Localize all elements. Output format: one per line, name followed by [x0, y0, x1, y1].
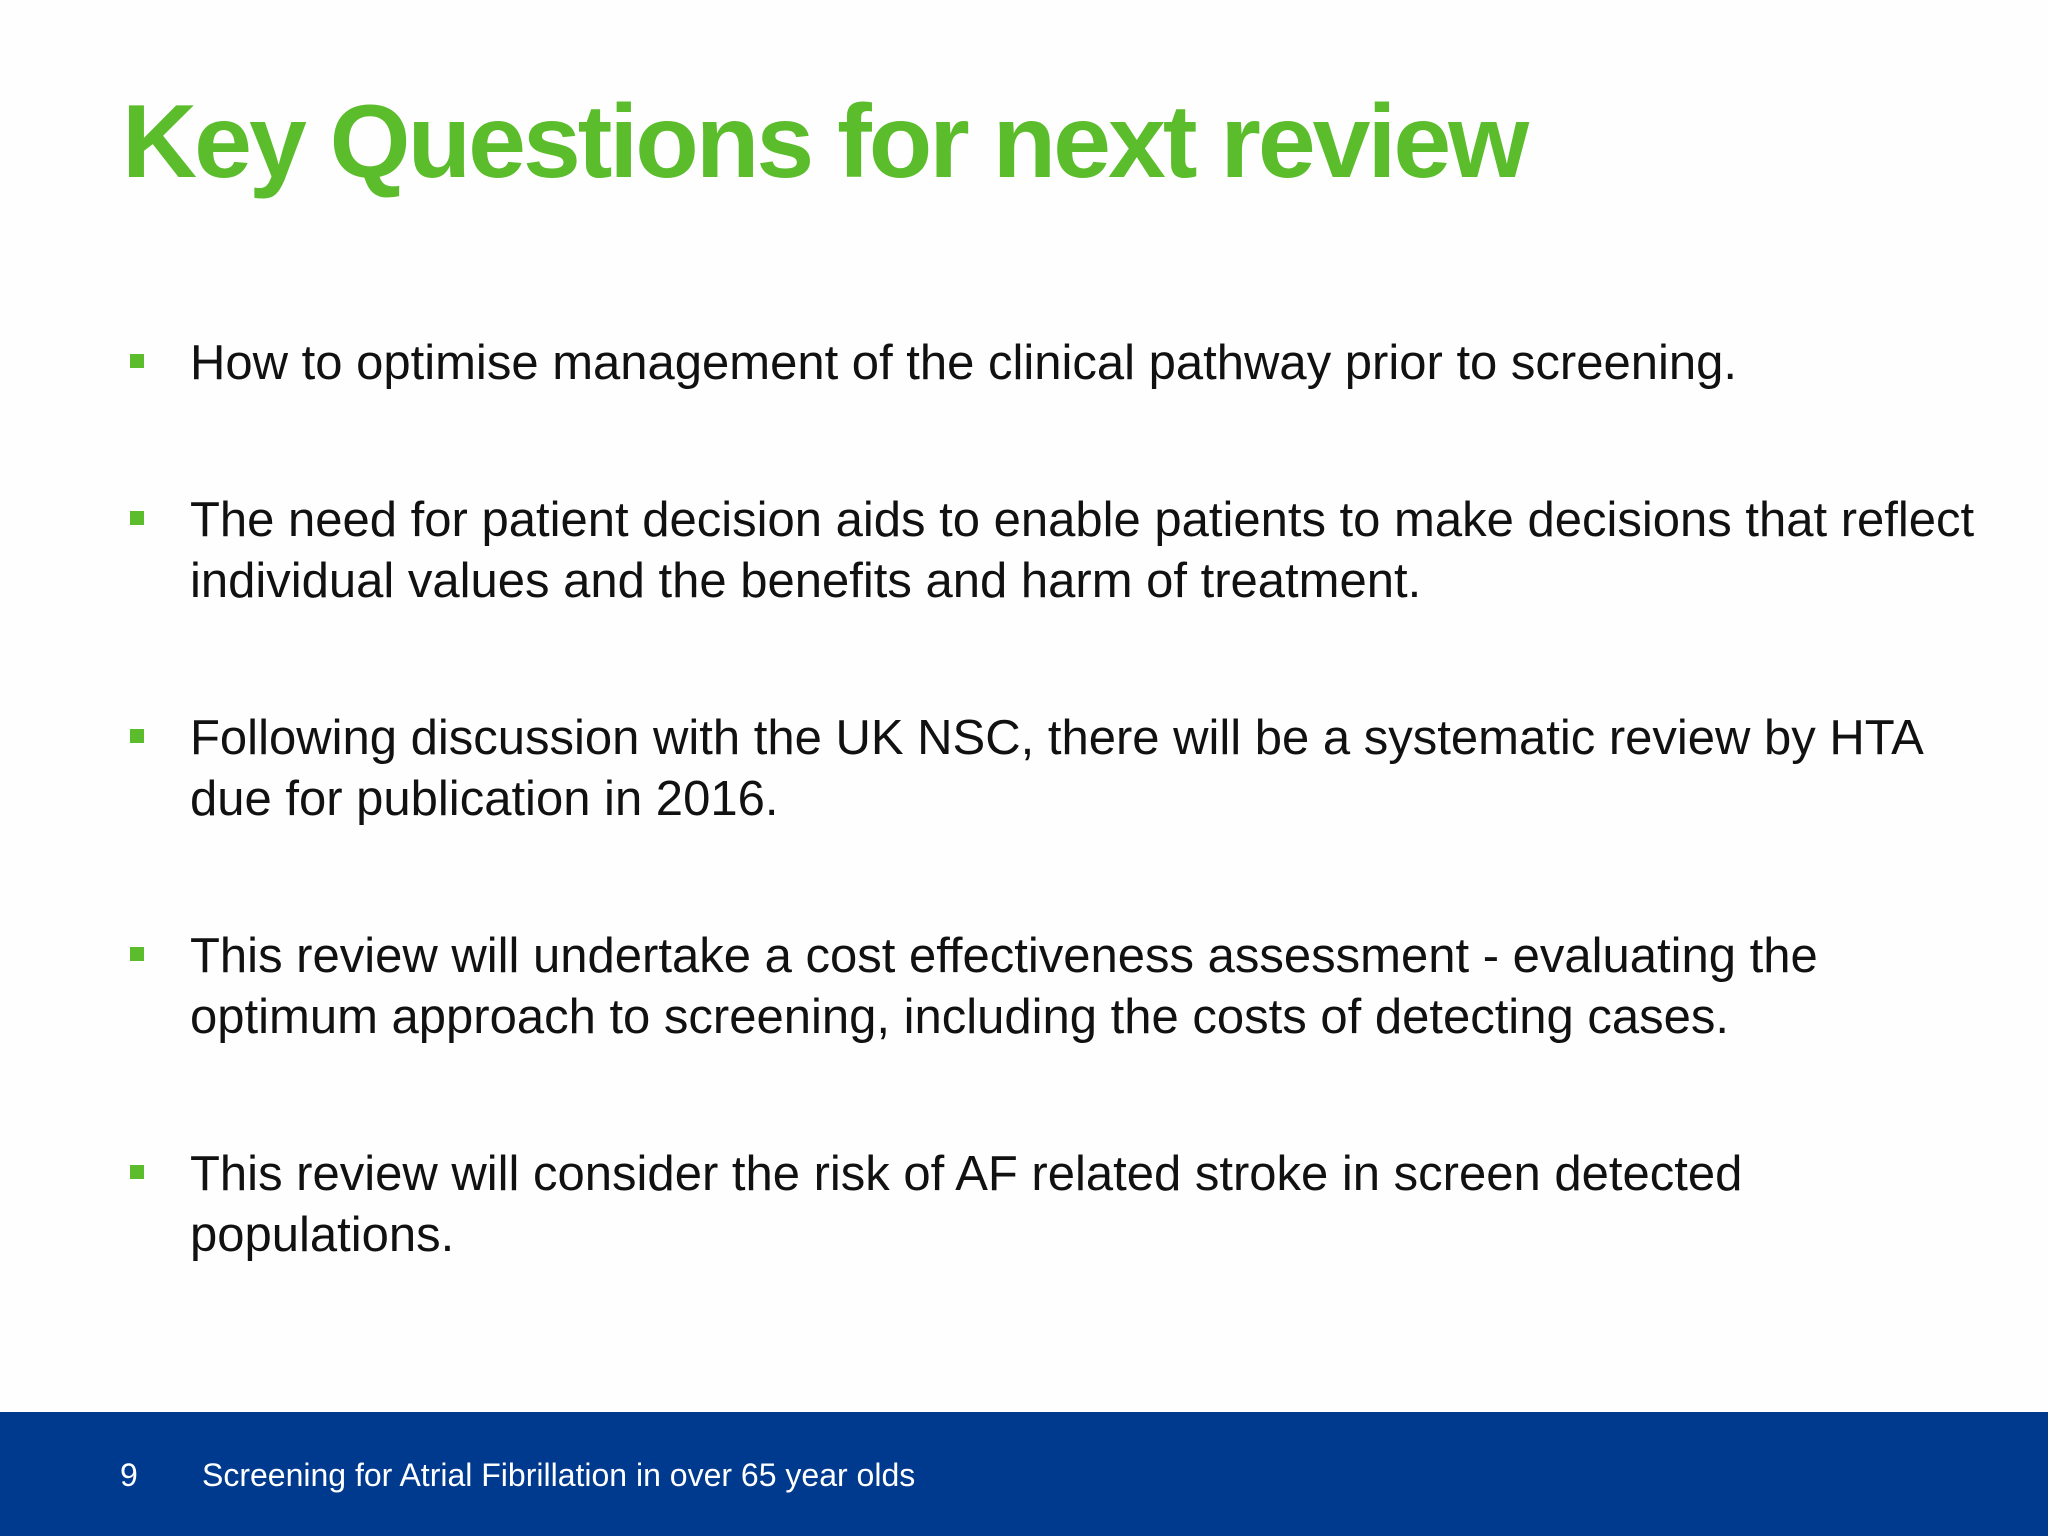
- bullet-text: This review will undertake a cost effectiveness assessment - evaluating the optimum approach to screening, including the costs of detecting cases.: [190, 929, 1818, 1044]
- bullet-text: This review will consider the risk of AF related stroke in screen detected populations.: [190, 1147, 1743, 1262]
- bullet-text: The need for patient decision aids to enable patients to make decisions that reflect individual values and the benefits and harm of treatment.: [190, 493, 1975, 608]
- bullet-text: Following discussion with the UK NSC, there will be a systematic review by HTA due for publication in 2016.: [190, 711, 1922, 826]
- square-bullet-icon: [130, 729, 144, 743]
- bullet-text: How to optimise management of the clinical pathway prior to screening.: [190, 336, 1737, 390]
- square-bullet-icon: [130, 354, 144, 368]
- footer-bar: [0, 1412, 2048, 1536]
- square-bullet-icon: [130, 511, 144, 525]
- square-bullet-icon: [130, 947, 144, 961]
- page-number: 9: [120, 1457, 138, 1493]
- square-bullet-icon: [130, 1165, 144, 1179]
- footer-title: Screening for Atrial Fibrillation in over 65 year olds: [202, 1457, 916, 1493]
- slide-title: Key Questions for next review: [122, 84, 1527, 200]
